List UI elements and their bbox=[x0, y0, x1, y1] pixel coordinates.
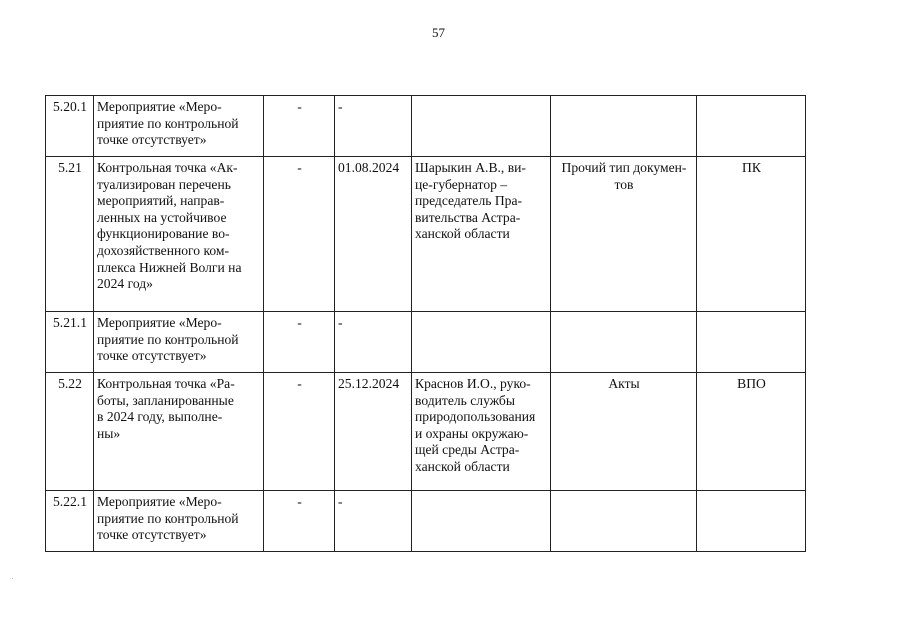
event-name-cell-line: дохозяйственного ком- bbox=[97, 242, 230, 258]
end-date-cell: 25.12.2024 bbox=[335, 373, 412, 491]
event-name-cell-line: функционирование во- bbox=[97, 226, 230, 242]
event-name-cell-line: плекса Нижней Волги на bbox=[97, 259, 242, 275]
plan-table bbox=[45, 95, 806, 552]
table-row bbox=[46, 96, 806, 157]
document-type-cell-line: Прочий тип докумен- bbox=[561, 160, 687, 175]
event-name-cell-line: точке отсутствует» bbox=[97, 527, 207, 543]
responsible-cell bbox=[412, 491, 551, 552]
end-date-cell: - bbox=[335, 491, 412, 552]
event-name-cell-line: Мероприятие «Меро- bbox=[97, 99, 222, 114]
responsible-cell-line: Шарыкин А.В., ви- bbox=[415, 160, 526, 175]
event-name-cell bbox=[94, 491, 264, 552]
event-name-cell-line: Мероприятие «Меро- bbox=[97, 494, 222, 509]
event-name-cell-line: ны» bbox=[97, 425, 121, 441]
row-number-cell: 5.21 bbox=[46, 157, 94, 312]
event-name-cell-line: приятие по контрольной bbox=[97, 510, 239, 526]
event-name-cell-line: ленных на устойчивое bbox=[97, 209, 227, 225]
document-type-cell bbox=[551, 312, 697, 373]
control-level-cell: ВПО bbox=[697, 373, 806, 491]
event-name-cell-line: мероприятий, направ- bbox=[97, 193, 225, 209]
responsible-cell bbox=[412, 157, 551, 312]
event-name-cell-line: боты, запланированные bbox=[97, 392, 234, 408]
start-date-cell: - bbox=[264, 96, 335, 157]
event-name-cell bbox=[94, 373, 264, 491]
document-type-cell-line: тов bbox=[614, 176, 634, 192]
start-date-cell: - bbox=[264, 157, 335, 312]
responsible-cell bbox=[412, 312, 551, 373]
control-level-cell bbox=[697, 491, 806, 552]
page-number: 57 bbox=[432, 25, 445, 40]
control-level-cell: ПК bbox=[697, 157, 806, 312]
control-level-cell bbox=[697, 312, 806, 373]
event-name-cell-line: приятие по контрольной bbox=[97, 115, 239, 131]
responsible-cell-line: ханской области bbox=[415, 226, 510, 242]
row-number-cell: 5.21.1 bbox=[46, 312, 94, 373]
event-name-cell-line: 2024 год» bbox=[97, 276, 153, 292]
row-number-cell: 5.22.1 bbox=[46, 491, 94, 552]
responsible-cell-line: председатель Пра- bbox=[415, 193, 523, 209]
responsible-cell-line: вительства Астра- bbox=[415, 209, 521, 225]
event-name-cell-line: Контрольная точка «Ак- bbox=[97, 160, 238, 175]
responsible-cell-line: и охраны окружаю- bbox=[415, 425, 529, 441]
responsible-cell-line: водитель службы bbox=[415, 392, 515, 408]
event-name-cell bbox=[94, 96, 264, 157]
document-type-cell-line: Акты bbox=[608, 376, 640, 391]
row-number-cell: 5.22 bbox=[46, 373, 94, 491]
responsible-cell-line: ханской области bbox=[415, 458, 510, 474]
start-date-cell: - bbox=[264, 373, 335, 491]
event-name-cell-line: точке отсутствует» bbox=[97, 348, 207, 364]
responsible-cell bbox=[412, 373, 551, 491]
table-row bbox=[46, 491, 806, 552]
start-date-cell: - bbox=[264, 312, 335, 373]
event-name-cell-line: Мероприятие «Меро- bbox=[97, 315, 222, 330]
event-name-cell bbox=[94, 157, 264, 312]
event-name-cell-line: в 2024 году, выполне- bbox=[97, 409, 223, 425]
end-date-cell: - bbox=[335, 96, 412, 157]
document-type-cell bbox=[551, 373, 697, 491]
start-date-cell: - bbox=[264, 491, 335, 552]
table-row bbox=[46, 157, 806, 312]
event-name-cell-line: туализирован перечень bbox=[97, 176, 231, 192]
document-type-cell bbox=[551, 491, 697, 552]
responsible-cell-line: природопользования bbox=[415, 409, 536, 425]
event-name-cell-line: Контрольная точка «Ра- bbox=[97, 376, 235, 391]
document-type-cell bbox=[551, 157, 697, 312]
event-name-cell-line: точке отсутствует» bbox=[97, 132, 207, 148]
event-name-cell-line: приятие по контрольной bbox=[97, 331, 239, 347]
responsible-cell bbox=[412, 96, 551, 157]
scan-speck bbox=[12, 578, 13, 579]
responsible-cell-line: щей среды Астра- bbox=[415, 442, 520, 458]
responsible-cell-line: Краснов И.О., руко- bbox=[415, 376, 531, 391]
event-name-cell bbox=[94, 312, 264, 373]
responsible-cell-line: це-губернатор – bbox=[415, 176, 508, 192]
document-type-cell bbox=[551, 96, 697, 157]
row-number-cell: 5.20.1 bbox=[46, 96, 94, 157]
table-row bbox=[46, 312, 806, 373]
table-row bbox=[46, 373, 806, 491]
end-date-cell: 01.08.2024 bbox=[335, 157, 412, 312]
control-level-cell bbox=[697, 96, 806, 157]
end-date-cell: - bbox=[335, 312, 412, 373]
